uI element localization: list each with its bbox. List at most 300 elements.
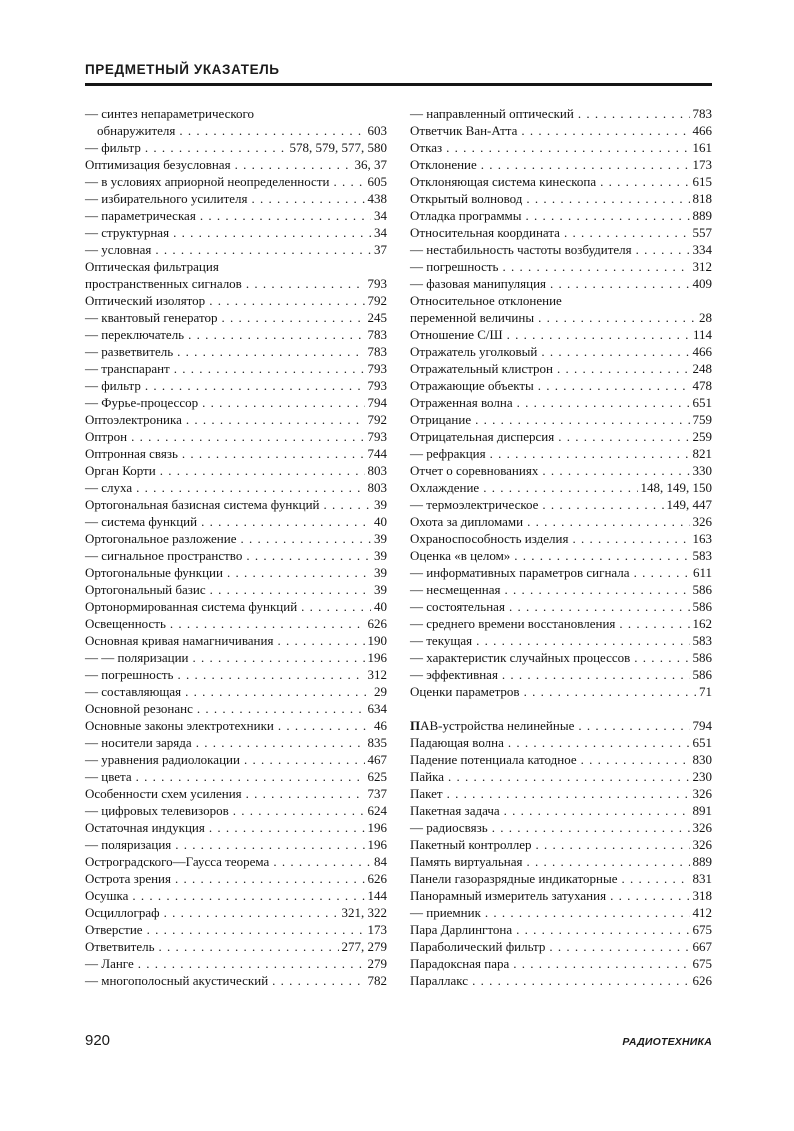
- index-entry: [85, 445, 387, 462]
- dot-leader: [516, 921, 689, 938]
- index-entry: [85, 768, 387, 785]
- entry-term: Ортогональный базис: [85, 582, 206, 597]
- entry-term: Открытый волновод: [410, 191, 523, 206]
- index-entry: [410, 734, 712, 751]
- entry-term: — условная: [85, 242, 152, 257]
- entry-term: Пара Дарлингтона: [410, 922, 513, 937]
- entry-term: пространственных сигналов: [85, 276, 242, 291]
- index-entry: [410, 785, 712, 802]
- dot-leader: [504, 802, 690, 819]
- index-entry: [410, 802, 712, 819]
- entry-page-numbers: 782: [367, 973, 387, 988]
- index-entry: [410, 360, 712, 377]
- entry-page-numbers: 626: [692, 973, 712, 988]
- entry-term: Ортонормированная система функций: [85, 599, 298, 614]
- entry-page-numbers: 318: [692, 888, 712, 903]
- entry-page-numbers: 793: [367, 378, 387, 393]
- entry-term: — состоятельная: [410, 599, 505, 614]
- entry-term: — приемник: [410, 905, 481, 920]
- index-entry: [85, 530, 387, 547]
- dot-leader: [272, 972, 364, 989]
- entry-term: Пакет: [410, 786, 443, 801]
- entry-page-numbers: 586: [692, 650, 712, 665]
- index-entry: [410, 853, 712, 870]
- dot-leader: [201, 513, 371, 530]
- entry-page-numbers: 39: [374, 497, 387, 512]
- index-entry: [85, 241, 387, 258]
- entry-term: Отражатель уголковый: [410, 344, 538, 359]
- index-entry: [85, 751, 387, 768]
- dot-leader: [174, 360, 365, 377]
- entry-term: — рефракция: [410, 446, 486, 461]
- index-entry: [85, 122, 387, 139]
- dot-leader: [136, 479, 364, 496]
- dot-leader: [549, 938, 689, 955]
- index-entry: [410, 173, 712, 190]
- dot-leader: [564, 224, 690, 241]
- entry-page-numbers: 737: [367, 786, 387, 801]
- dot-leader: [246, 547, 371, 564]
- index-entry: [410, 428, 712, 445]
- entry-page-numbers: 279: [367, 956, 387, 971]
- index-entry: [410, 598, 712, 615]
- dot-leader: [476, 632, 689, 649]
- entry-page-numbers: 583: [692, 633, 712, 648]
- index-entry: [85, 428, 387, 445]
- dot-leader: [513, 955, 689, 972]
- entry-page-numbers: 586: [692, 599, 712, 614]
- entry-term: Отказ: [410, 140, 443, 155]
- dot-leader: [634, 649, 689, 666]
- index-entry: [85, 360, 387, 377]
- entry-page-numbers: 634: [367, 701, 387, 716]
- entry-term: Относительная координата: [410, 225, 560, 240]
- entry-term: Остаточная индукция: [85, 820, 205, 835]
- entry-page-numbers: 603: [367, 123, 387, 138]
- dot-leader: [634, 564, 690, 581]
- index-entry: [410, 955, 712, 972]
- index-entry: [410, 649, 712, 666]
- index-entry: [85, 649, 387, 666]
- index-entry: [410, 326, 712, 343]
- entry-page-numbers: 248: [692, 361, 712, 376]
- entry-page-numbers: 466: [692, 344, 712, 359]
- index-entry: [410, 411, 712, 428]
- entry-term: Отражающие объекты: [410, 378, 534, 393]
- entry-term: Пакетная задача: [410, 803, 500, 818]
- entry-term: — фильтр: [85, 140, 141, 155]
- index-entry: [85, 156, 387, 173]
- dot-leader: [517, 394, 690, 411]
- entry-page-numbers: 793: [367, 429, 387, 444]
- index-entry: [85, 904, 387, 921]
- entry-page-numbers: 651: [692, 735, 712, 750]
- entry-term: — составляющая: [85, 684, 182, 699]
- dot-leader: [301, 598, 371, 615]
- entry-page-numbers: 40: [374, 599, 387, 614]
- index-entry: [410, 870, 712, 887]
- header-rule: [85, 83, 712, 86]
- index-entry: [410, 819, 712, 836]
- entry-page-numbers: 793: [367, 276, 387, 291]
- dot-leader: [578, 105, 690, 122]
- index-column-left: [85, 105, 387, 989]
- dot-leader: [572, 530, 689, 547]
- entry-term: — — поляризации: [85, 650, 189, 665]
- entry-term: Параболический фильтр: [410, 939, 546, 954]
- entry-term: Ортогональные функции: [85, 565, 223, 580]
- entry-term: — фазовая манипуляция: [410, 276, 547, 291]
- entry-page-numbers: 46: [374, 718, 387, 733]
- entry-page-numbers: 625: [367, 769, 387, 784]
- entry-term: Относительное отклонение: [410, 293, 562, 308]
- dot-leader: [550, 275, 689, 292]
- dot-leader: [202, 394, 364, 411]
- entry-term: — направленный оптический: [410, 106, 574, 121]
- dot-leader: [558, 428, 689, 445]
- entry-page-numbers: 230: [692, 769, 712, 784]
- dot-leader: [521, 122, 689, 139]
- entry-term: Отчет о соревнованиях: [410, 463, 539, 478]
- entry-term: Отрицание: [410, 412, 472, 427]
- entry-page-numbers: 144: [367, 888, 387, 903]
- entry-page-numbers: 312: [692, 259, 712, 274]
- index-columns: [85, 105, 712, 989]
- entry-page-numbers: 667: [692, 939, 712, 954]
- dot-leader: [527, 513, 689, 530]
- entry-term: Острота зрения: [85, 871, 171, 886]
- index-entry: [410, 462, 712, 479]
- dot-leader: [221, 309, 364, 326]
- index-entry: [410, 224, 712, 241]
- entry-term: Оценки параметров: [410, 684, 520, 699]
- dot-leader: [508, 734, 690, 751]
- index-entry: [410, 666, 712, 683]
- index-entry: [85, 598, 387, 615]
- entry-term: Оптическая фильтрация: [85, 259, 219, 274]
- entry-term: Особенности схем усиления: [85, 786, 242, 801]
- dot-leader: [542, 462, 689, 479]
- dot-leader: [600, 173, 689, 190]
- dot-leader: [536, 836, 690, 853]
- entry-page-numbers: 39: [374, 548, 387, 563]
- index-entry: [85, 717, 387, 734]
- index-entry: [85, 785, 387, 802]
- dot-leader: [246, 275, 365, 292]
- entry-page-numbers: 412: [692, 905, 712, 920]
- entry-page-numbers: 626: [367, 871, 387, 886]
- index-entry: [410, 615, 712, 632]
- entry-term: Охлаждение: [410, 480, 480, 495]
- entry-term: Основные законы электротехники: [85, 718, 274, 733]
- entry-page-numbers: 326: [692, 514, 712, 529]
- dot-leader: [278, 717, 371, 734]
- index-entry: [85, 955, 387, 972]
- entry-page-numbers: 148, 149, 150: [640, 480, 712, 495]
- entry-term: — характеристик случайных процессов: [410, 650, 631, 665]
- entry-term: Охраноспособность изделия: [410, 531, 569, 546]
- dot-leader: [145, 139, 287, 156]
- entry-term: Осушка: [85, 888, 129, 903]
- entry-page-numbers: 312: [367, 667, 387, 682]
- index-entry: [85, 513, 387, 530]
- entry-page-numbers: 39: [374, 582, 387, 597]
- index-entry: [85, 496, 387, 513]
- index-entry: [85, 173, 387, 190]
- entry-page-numbers: 39: [374, 531, 387, 546]
- entry-term: Осциллограф: [85, 905, 160, 920]
- page-title: ПРЕДМЕТНЫЙ УКАЗАТЕЛЬ: [85, 62, 280, 77]
- entry-term: Парадоксная пара: [410, 956, 510, 971]
- index-entry: [85, 615, 387, 632]
- entry-term: Падение потенциала катодное: [410, 752, 577, 767]
- entry-term: — среднего времени восстановления: [410, 616, 616, 631]
- dot-leader: [132, 887, 364, 904]
- dot-leader: [447, 785, 690, 802]
- entry-page-numbers: 173: [367, 922, 387, 937]
- entry-term: — синтез непараметрического: [85, 106, 255, 121]
- dot-leader: [526, 207, 690, 224]
- entry-term: Отрицательная дисперсия: [410, 429, 555, 444]
- entry-term: Падающая волна: [410, 735, 504, 750]
- dot-leader: [578, 717, 689, 734]
- entry-page-numbers: 818: [692, 191, 712, 206]
- entry-term: Отверстие: [85, 922, 143, 937]
- dot-leader: [240, 530, 371, 547]
- entry-term: — Ланге: [85, 956, 134, 971]
- entry-page-numbers: 326: [692, 820, 712, 835]
- entry-term: Ортогональная базисная система функций: [85, 497, 320, 512]
- entry-term: — в условиях априорной неопределенности: [85, 174, 330, 189]
- index-entry: [85, 921, 387, 938]
- entry-page-numbers: 793: [367, 361, 387, 376]
- index-entry: [410, 717, 712, 734]
- entry-term: Отклоняющая система кинескопа: [410, 174, 597, 189]
- index-entry: [410, 309, 712, 326]
- dot-leader: [155, 241, 371, 258]
- entry-page-numbers: 149, 447: [666, 497, 712, 512]
- dot-leader: [448, 768, 689, 785]
- page-number: 920: [85, 1032, 111, 1049]
- entry-page-numbers: 196: [367, 837, 387, 852]
- page-header: [85, 62, 712, 86]
- entry-page-numbers: 196: [367, 650, 387, 665]
- entry-term: обнаружителя: [97, 123, 176, 138]
- dot-leader: [333, 173, 364, 190]
- entry-page-numbers: 830: [692, 752, 712, 767]
- entry-term: — сигнальное пространство: [85, 548, 243, 563]
- entry-term: Охота за дипломами: [410, 514, 524, 529]
- entry-page-numbers: 803: [367, 463, 387, 478]
- index-entry: [85, 479, 387, 496]
- entry-term: Панели газоразрядные индикаторные: [410, 871, 618, 886]
- dot-leader: [485, 904, 690, 921]
- index-entry: [85, 581, 387, 598]
- entry-term: Оптрон: [85, 429, 128, 444]
- entry-term: Параллакс: [410, 973, 469, 988]
- index-entry: [410, 581, 712, 598]
- dot-leader: [542, 496, 663, 513]
- entry-page-numbers: 794: [692, 718, 712, 733]
- dot-leader: [177, 343, 364, 360]
- entry-page-numbers: 783: [367, 344, 387, 359]
- entry-term: переменной величины: [410, 310, 535, 325]
- entry-term: — многополосный акустический: [85, 973, 269, 988]
- entry-page-numbers: 605: [367, 174, 387, 189]
- dot-leader: [173, 224, 371, 241]
- entry-term: — радиосвязь: [410, 820, 488, 835]
- index-entry: [410, 445, 712, 462]
- index-entry: [410, 258, 712, 275]
- dot-leader: [514, 547, 689, 564]
- entry-page-numbers: 162: [692, 616, 712, 631]
- dot-leader: [481, 156, 690, 173]
- entry-page-numbers: 334: [692, 242, 712, 257]
- index-entry: [85, 819, 387, 836]
- entry-page-numbers: 803: [367, 480, 387, 495]
- entry-page-numbers: 163: [692, 531, 712, 546]
- index-entry: [85, 632, 387, 649]
- entry-page-numbers: 40: [374, 514, 387, 529]
- dot-leader: [505, 581, 690, 598]
- dot-leader: [160, 462, 365, 479]
- dot-leader: [526, 190, 689, 207]
- entry-page-numbers: 409: [692, 276, 712, 291]
- entry-term: Отраженная волна: [410, 395, 513, 410]
- index-entry: [85, 700, 387, 717]
- dot-leader: [196, 734, 365, 751]
- entry-term: Оценка «в целом»: [410, 548, 511, 563]
- dot-leader: [136, 768, 365, 785]
- entry-term: — переключатель: [85, 327, 185, 342]
- index-entry: [85, 275, 387, 292]
- entry-term: — структурная: [85, 225, 170, 240]
- dot-leader: [210, 581, 371, 598]
- entry-term: Отклонение: [410, 157, 477, 172]
- entry-page-numbers: 478: [692, 378, 712, 393]
- entry-page-numbers: 29: [374, 684, 387, 699]
- entry-term: — слуха: [85, 480, 133, 495]
- entry-page-numbers: 891: [692, 803, 712, 818]
- entry-term: Ответчик Ван-Атта: [410, 123, 518, 138]
- index-entry: [410, 547, 712, 564]
- entry-page-numbers: 889: [692, 854, 712, 869]
- entry-page-numbers: 34: [374, 225, 387, 240]
- dot-leader: [159, 938, 339, 955]
- entry-term: Отражательный клистрон: [410, 361, 554, 376]
- index-entry: [410, 751, 712, 768]
- entry-term: — разветвитель: [85, 344, 174, 359]
- entry-page-numbers: 578, 579, 577, 580: [289, 140, 387, 155]
- dot-leader: [273, 853, 371, 870]
- index-entry: [410, 887, 712, 904]
- dot-leader: [209, 292, 364, 309]
- dot-leader: [188, 326, 364, 343]
- entry-term: — квантовый генератор: [85, 310, 218, 325]
- index-entry: [85, 683, 387, 700]
- dot-leader: [175, 836, 364, 853]
- dot-leader: [490, 445, 690, 462]
- entry-page-numbers: 37: [374, 242, 387, 257]
- entry-page-numbers: 611: [692, 565, 712, 580]
- dot-leader: [252, 190, 365, 207]
- dot-leader: [619, 615, 689, 632]
- dot-leader: [200, 207, 371, 224]
- entry-page-numbers: 326: [692, 837, 712, 852]
- dot-leader: [621, 870, 689, 887]
- index-entry: [85, 258, 387, 275]
- entry-page-numbers: 586: [692, 582, 712, 597]
- index-entry: [85, 309, 387, 326]
- page-footer: [85, 1032, 712, 1049]
- entry-page-numbers: 626: [367, 616, 387, 631]
- index-entry: [85, 411, 387, 428]
- entry-term: Ответвитель: [85, 939, 155, 954]
- entry-page-numbers: 277, 279: [341, 939, 387, 954]
- entry-term: Ортогональное разложение: [85, 531, 237, 546]
- entry-term: — несмещенная: [410, 582, 501, 597]
- dot-leader: [164, 904, 339, 921]
- entry-page-numbers: 36, 37: [354, 157, 387, 172]
- index-entry: [85, 564, 387, 581]
- entry-page-numbers: 330: [692, 463, 712, 478]
- dot-leader: [507, 326, 690, 343]
- dot-leader: [131, 428, 364, 445]
- entry-page-numbers: 196: [367, 820, 387, 835]
- index-entry: [410, 122, 712, 139]
- dot-leader: [246, 785, 365, 802]
- index-entry: [410, 105, 712, 122]
- entry-term: Остроградского—Гаусса теорема: [85, 854, 270, 869]
- entry-page-numbers: 114: [692, 327, 712, 342]
- entry-term: — транспарант: [85, 361, 170, 376]
- entry-term: — поляризация: [85, 837, 172, 852]
- index-entry: [410, 513, 712, 530]
- index-entry: [410, 564, 712, 581]
- dot-leader: [145, 377, 365, 394]
- dot-leader: [538, 377, 690, 394]
- entry-page-numbers: 831: [692, 871, 712, 886]
- index-entry: [85, 870, 387, 887]
- entry-page-numbers: 675: [692, 922, 712, 937]
- index-entry: [410, 275, 712, 292]
- entry-page-numbers: 624: [367, 803, 387, 818]
- dot-leader: [636, 241, 690, 258]
- dot-leader: [502, 258, 689, 275]
- entry-page-numbers: 326: [692, 786, 712, 801]
- entry-term: — погрешность: [85, 667, 174, 682]
- entry-page-numbers: 744: [367, 446, 387, 461]
- index-entry: [410, 530, 712, 547]
- entry-term: Оптический изолятор: [85, 293, 206, 308]
- index-entry: [410, 377, 712, 394]
- dot-leader: [475, 411, 689, 428]
- entry-term: Освещенность: [85, 616, 166, 631]
- entry-page-numbers: 557: [692, 225, 712, 240]
- entry-page-numbers: 821: [692, 446, 712, 461]
- dot-leader: [502, 666, 690, 683]
- entry-term: — носители заряда: [85, 735, 192, 750]
- dot-leader: [610, 887, 689, 904]
- index-entry: [410, 190, 712, 207]
- index-entry: [410, 292, 712, 309]
- entry-term: Пайка: [410, 769, 445, 784]
- index-entry: [410, 241, 712, 258]
- index-entry: [85, 377, 387, 394]
- dot-leader: [538, 309, 696, 326]
- entry-page-numbers: 615: [692, 174, 712, 189]
- dot-leader: [186, 411, 365, 428]
